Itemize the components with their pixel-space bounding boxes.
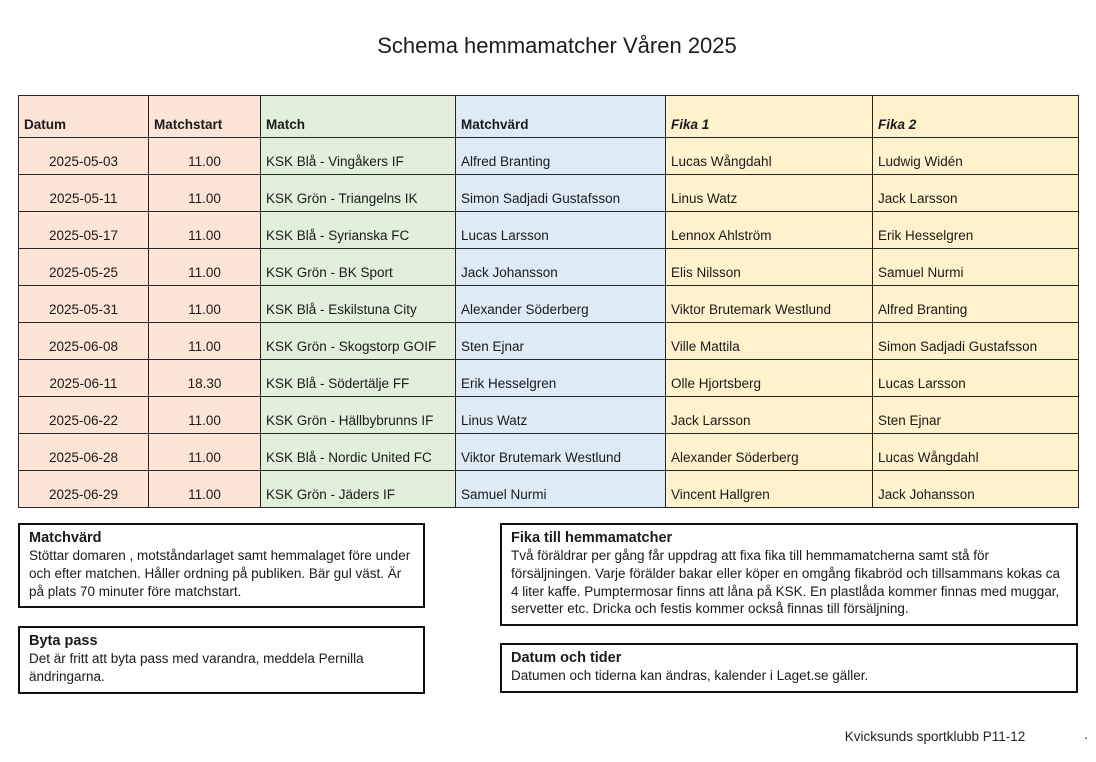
column-header-fika1: Fika 1 xyxy=(666,96,873,138)
cell-fika2: Jack Larsson xyxy=(873,175,1079,212)
info-box-matchvard xyxy=(18,523,425,608)
cell-fika2: Ludwig Widén xyxy=(873,138,1079,175)
cell-matchstart: 11.00 xyxy=(149,397,261,434)
cell-datum: 2025-05-25 xyxy=(19,249,149,286)
cell-fika2: Jack Johansson xyxy=(873,471,1079,508)
cell-match: KSK Blå - Vingåkers IF xyxy=(261,138,456,175)
cell-matchvard: Viktor Brutemark Westlund xyxy=(456,434,666,471)
info-box-body: Stöttar domaren , motståndarlaget samt hemmalaget före under och efter matchen. Håller ordning på publiken. Bär gul väst. Är på plats 70 minuter före matchstart. xyxy=(29,548,411,599)
cell-fika2: Alfred Branting xyxy=(873,286,1079,323)
table-row xyxy=(19,360,1079,397)
table-row xyxy=(19,471,1079,508)
cell-matchstart: 11.00 xyxy=(149,138,261,175)
column-header-match: Match xyxy=(261,96,456,138)
page-title: Schema hemmamatcher Våren 2025 xyxy=(377,33,737,58)
cell-matchvard: Erik Hesselgren xyxy=(456,360,666,397)
cell-datum: 2025-06-11 xyxy=(19,360,149,397)
table-row xyxy=(19,323,1079,360)
cell-match: KSK Grön - BK Sport xyxy=(261,249,456,286)
cell-matchvard: Jack Johansson xyxy=(456,249,666,286)
cell-datum: 2025-05-11 xyxy=(19,175,149,212)
table-row xyxy=(19,138,1079,175)
cell-match: KSK Blå - Södertälje FF xyxy=(261,360,456,397)
table-row xyxy=(19,286,1079,323)
cell-datum: 2025-06-22 xyxy=(19,397,149,434)
cell-fika1: Lucas Wångdahl xyxy=(666,138,873,175)
cell-fika1: Vincent Hallgren xyxy=(666,471,873,508)
cell-fika2: Samuel Nurmi xyxy=(873,249,1079,286)
cell-matchstart: 11.00 xyxy=(149,323,261,360)
info-box-title: Matchvärd xyxy=(29,530,102,546)
info-box-title: Fika till hemmamatcher xyxy=(511,530,673,546)
info-box-body: Datumen och tiderna kan ändras, kalender i Laget.se gäller. xyxy=(511,668,869,683)
cell-datum: 2025-05-17 xyxy=(19,212,149,249)
info-box-byta-pass xyxy=(18,626,425,694)
cell-matchvard: Linus Watz xyxy=(456,397,666,434)
cell-matchvard: Alfred Branting xyxy=(456,138,666,175)
table-row xyxy=(19,397,1079,434)
cell-fika2: Lucas Wångdahl xyxy=(873,434,1079,471)
schedule-table xyxy=(18,95,1079,508)
cell-matchstart: 11.00 xyxy=(149,212,261,249)
footer-club-label: Kvicksunds sportklubb P11-12 xyxy=(844,729,1026,744)
table-row xyxy=(19,434,1079,471)
cell-fika1: Jack Larsson xyxy=(666,397,873,434)
cell-fika1: Ville Mattila xyxy=(666,323,873,360)
footer-dot: . xyxy=(1084,726,1088,742)
cell-match: KSK Blå - Syrianska FC xyxy=(261,212,456,249)
info-box-body: Två föräldrar per gång får uppdrag att fixa fika till hemmamatcherna samt stå för försäljningen. Varje förälder bakar eller köper en omgång fikabröd och tillsammans kokas ca 4 liter kaffe. Pumptermosar finns att låna på KSK. En plastlåda kommer finnas med muggar, servetter etc. Dricka och festis kommer också finnas till försäljning. xyxy=(511,548,1061,617)
info-box-title: Byta pass xyxy=(29,633,98,649)
cell-match: KSK Grön - Skogstorp GOIF xyxy=(261,323,456,360)
cell-fika2: Sten Ejnar xyxy=(873,397,1079,434)
cell-fika1: Olle Hjortsberg xyxy=(666,360,873,397)
cell-datum: 2025-06-08 xyxy=(19,323,149,360)
cell-fika1: Alexander Söderberg xyxy=(666,434,873,471)
column-header-matchstart: Matchstart xyxy=(149,96,261,138)
cell-matchvard: Simon Sadjadi Gustafsson xyxy=(456,175,666,212)
cell-datum: 2025-05-31 xyxy=(19,286,149,323)
cell-match: KSK Grön - Triangelns IK xyxy=(261,175,456,212)
table-row xyxy=(19,212,1079,249)
cell-matchstart: 11.00 xyxy=(149,471,261,508)
cell-matchvard: Lucas Larsson xyxy=(456,212,666,249)
cell-matchvard: Alexander Söderberg xyxy=(456,286,666,323)
column-header-fika2: Fika 2 xyxy=(873,96,1079,138)
cell-fika1: Lennox Ahlström xyxy=(666,212,873,249)
cell-fika2: Erik Hesselgren xyxy=(873,212,1079,249)
table-row xyxy=(19,249,1079,286)
cell-match: KSK Grön - Jäders IF xyxy=(261,471,456,508)
cell-fika1: Elis Nilsson xyxy=(666,249,873,286)
cell-match: KSK Blå - Nordic United FC xyxy=(261,434,456,471)
cell-matchstart: 11.00 xyxy=(149,286,261,323)
cell-matchstart: 11.00 xyxy=(149,249,261,286)
cell-match: KSK Blå - Eskilstuna City xyxy=(261,286,456,323)
cell-match: KSK Grön - Hällbybrunns IF xyxy=(261,397,456,434)
column-header-datum: Datum xyxy=(19,96,149,138)
cell-datum: 2025-05-03 xyxy=(19,138,149,175)
cell-fika1: Linus Watz xyxy=(666,175,873,212)
cell-matchvard: Samuel Nurmi xyxy=(456,471,666,508)
cell-matchvard: Sten Ejnar xyxy=(456,323,666,360)
cell-matchstart: 11.00 xyxy=(149,175,261,212)
info-box-body: Det är fritt att byta pass med varandra, meddela Pernilla ändringarna. xyxy=(29,651,364,684)
info-box-title: Datum och tider xyxy=(511,650,622,666)
info-box-datum-tider xyxy=(500,643,1078,693)
header-row xyxy=(19,96,1079,138)
column-header-matchvard: Matchvärd xyxy=(456,96,666,138)
table-row xyxy=(19,175,1079,212)
cell-fika2: Lucas Larsson xyxy=(873,360,1079,397)
info-box-fika xyxy=(500,523,1078,626)
cell-matchstart: 11.00 xyxy=(149,434,261,471)
cell-datum: 2025-06-29 xyxy=(19,471,149,508)
cell-matchstart: 18.30 xyxy=(149,360,261,397)
cell-fika1: Viktor Brutemark Westlund xyxy=(666,286,873,323)
cell-datum: 2025-06-28 xyxy=(19,434,149,471)
cell-fika2: Simon Sadjadi Gustafsson xyxy=(873,323,1079,360)
